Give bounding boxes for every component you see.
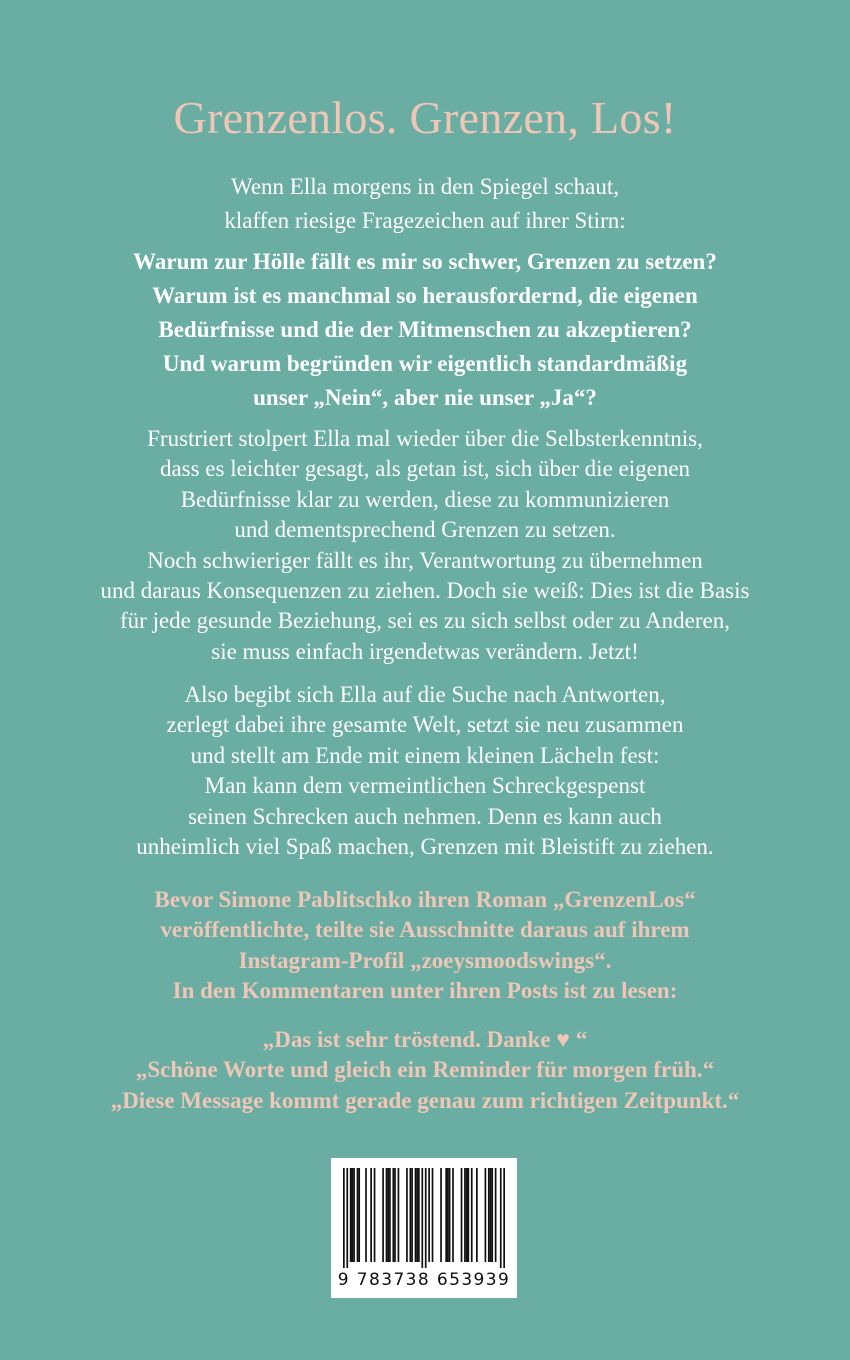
barcode-bar (411, 1168, 413, 1262)
paragraph-line: sie muss einfach irgendetwas verändern. Jetzt! (211, 638, 639, 664)
barcode-bar (416, 1168, 418, 1262)
barcode-bar (418, 1168, 420, 1262)
question-line: Warum zur Hölle fällt es mir so schwer, Grenzen zu setzen? (133, 249, 717, 274)
intro-line: klaffen riesige Fragezeichen auf ihrer Stirn: (224, 208, 626, 233)
barcode-bar (428, 1168, 430, 1262)
barcode-bar (440, 1168, 442, 1262)
paragraph-line: für jede gesunde Beziehung, sei es zu sich selbst oder zu Anderen, (120, 608, 730, 634)
intro-text (0, 170, 850, 238)
paragraph-line: zerlegt dabei ihre gesamte Welt, setzt sie neu zusammen (166, 712, 684, 738)
quote-line: „Schöne Worte und gleich ein Reminder für morgen früh.“ (135, 1057, 715, 1083)
barcode-bar (352, 1168, 354, 1262)
barcode-bar (485, 1168, 487, 1262)
blurb-paragraph-1 (0, 424, 850, 667)
barcode-bar (466, 1168, 468, 1262)
paragraph-line: und dementsprechend Grenzen zu setzen. (234, 517, 616, 543)
paragraph-line: Man kann dem vermeintlichen Schreckgespenst (204, 773, 646, 799)
barcode-bar (500, 1168, 502, 1268)
question-line: unser „Nein“, aber nie unser „Ja“? (253, 385, 597, 410)
paragraph-line: Bedürfnisse klar zu werden, diese zu kommunizieren (180, 486, 670, 512)
barcode-bar (495, 1168, 497, 1262)
paragraph-line: Noch schwieriger fällt es ihr, Verantwortung zu übernehmen (147, 547, 703, 573)
barcode-bar (415, 1168, 417, 1262)
barcode-bar (365, 1168, 367, 1262)
barcode-bar (386, 1168, 388, 1262)
barcode-bar (449, 1168, 451, 1262)
paragraph-line: seinen Schrecken auch nehmen. Denn es kann auch (188, 803, 662, 829)
barcode-bar (476, 1168, 478, 1262)
barcode-bar (467, 1168, 469, 1262)
barcode-bars (343, 1168, 505, 1268)
author-note-line: In den Kommentaren unter ihren Posts ist zu lesen: (172, 978, 678, 1004)
barcode-bar (421, 1168, 423, 1268)
quote-close: “ (575, 1027, 588, 1052)
barcode-bar (491, 1168, 493, 1262)
barcode-bar (382, 1168, 384, 1262)
barcode-bar (425, 1168, 427, 1268)
barcode-bar (447, 1168, 449, 1262)
barcode-bar (343, 1168, 345, 1268)
paragraph-line: Frustriert stolpert Ella mal wieder über die Selbsterkenntnis, (147, 426, 703, 451)
barcode-bar (353, 1168, 355, 1262)
reader-quotes (0, 1025, 850, 1116)
author-note-line: Instagram-Profil „zoeysmoodswings“. (238, 947, 612, 973)
question-line: Und warum begründen wir eigentlich standardmäßig (162, 351, 688, 376)
book-title: Grenzenlos. Grenzen, Los! (173, 92, 677, 143)
quote-line (0, 1025, 850, 1055)
barcode-bar (357, 1168, 359, 1262)
barcode-bar (406, 1168, 408, 1262)
quote-line: „Diese Message kommt gerade genau zum richtigen Zeitpunkt.“ (110, 1087, 740, 1113)
barcode-bar (410, 1168, 412, 1262)
author-note-line: Bevor Simone Pablitschko ihren Roman „GrenzenLos“ (154, 887, 696, 912)
paragraph-line: dass es leichter gesagt, als getan ist, sich über die eigenen (159, 456, 691, 482)
barcode-bar (461, 1168, 463, 1262)
barcode-bar (358, 1168, 360, 1262)
barcode-bar (346, 1168, 348, 1268)
barcode-bar (464, 1168, 466, 1262)
barcode-bar (452, 1168, 454, 1262)
intro-line: Wenn Ella morgens in den Spiegel schaut, (230, 174, 619, 199)
heart-icon: ♥ (556, 1027, 570, 1052)
barcode-bar (350, 1168, 352, 1262)
isbn-barcode (331, 1158, 517, 1298)
barcode-bar (370, 1168, 372, 1262)
quote-text: „Das ist sehr tröstend. Danke (262, 1027, 551, 1052)
paragraph-line: und stellt am Ende mit einem kleinen Lächeln fest: (190, 742, 660, 768)
barcode-bar (471, 1168, 473, 1262)
barcode-bar (445, 1168, 447, 1262)
barcode-bar (374, 1168, 376, 1262)
barcode-bar (432, 1168, 434, 1262)
author-note-line: veröffentlichte, teilte sie Ausschnitte daraus auf ihrem (160, 917, 690, 943)
author-note (0, 885, 850, 1007)
question-line: Bedürfnisse und die der Mitmenschen zu akzeptieren? (158, 317, 692, 342)
barcode-bar (488, 1168, 490, 1262)
barcode-bar (490, 1168, 492, 1262)
barcode-bar (503, 1168, 505, 1268)
barcode-bar (389, 1168, 391, 1262)
question-line: Warum ist es manchmal so herausfordernd, die eigenen (152, 283, 698, 308)
barcode-bar (392, 1168, 394, 1262)
paragraph-line: Also begibt sich Ella auf die Suche nach Antworten, (184, 682, 666, 707)
blurb-paragraph-2 (0, 680, 850, 862)
barcode-bar (394, 1168, 396, 1262)
questions-text (0, 245, 850, 415)
barcode-bar (387, 1168, 389, 1262)
paragraph-line: und daraus Konsequenzen zu ziehen. Doch sie weiß: Dies ist die Basis (100, 578, 750, 604)
isbn-digits: 9 783738 653939 (337, 1270, 511, 1290)
paragraph-line: unheimlich viel Spaß machen, Grenzen mit Bleistift zu ziehen. (136, 834, 714, 860)
barcode-bar (398, 1168, 400, 1262)
